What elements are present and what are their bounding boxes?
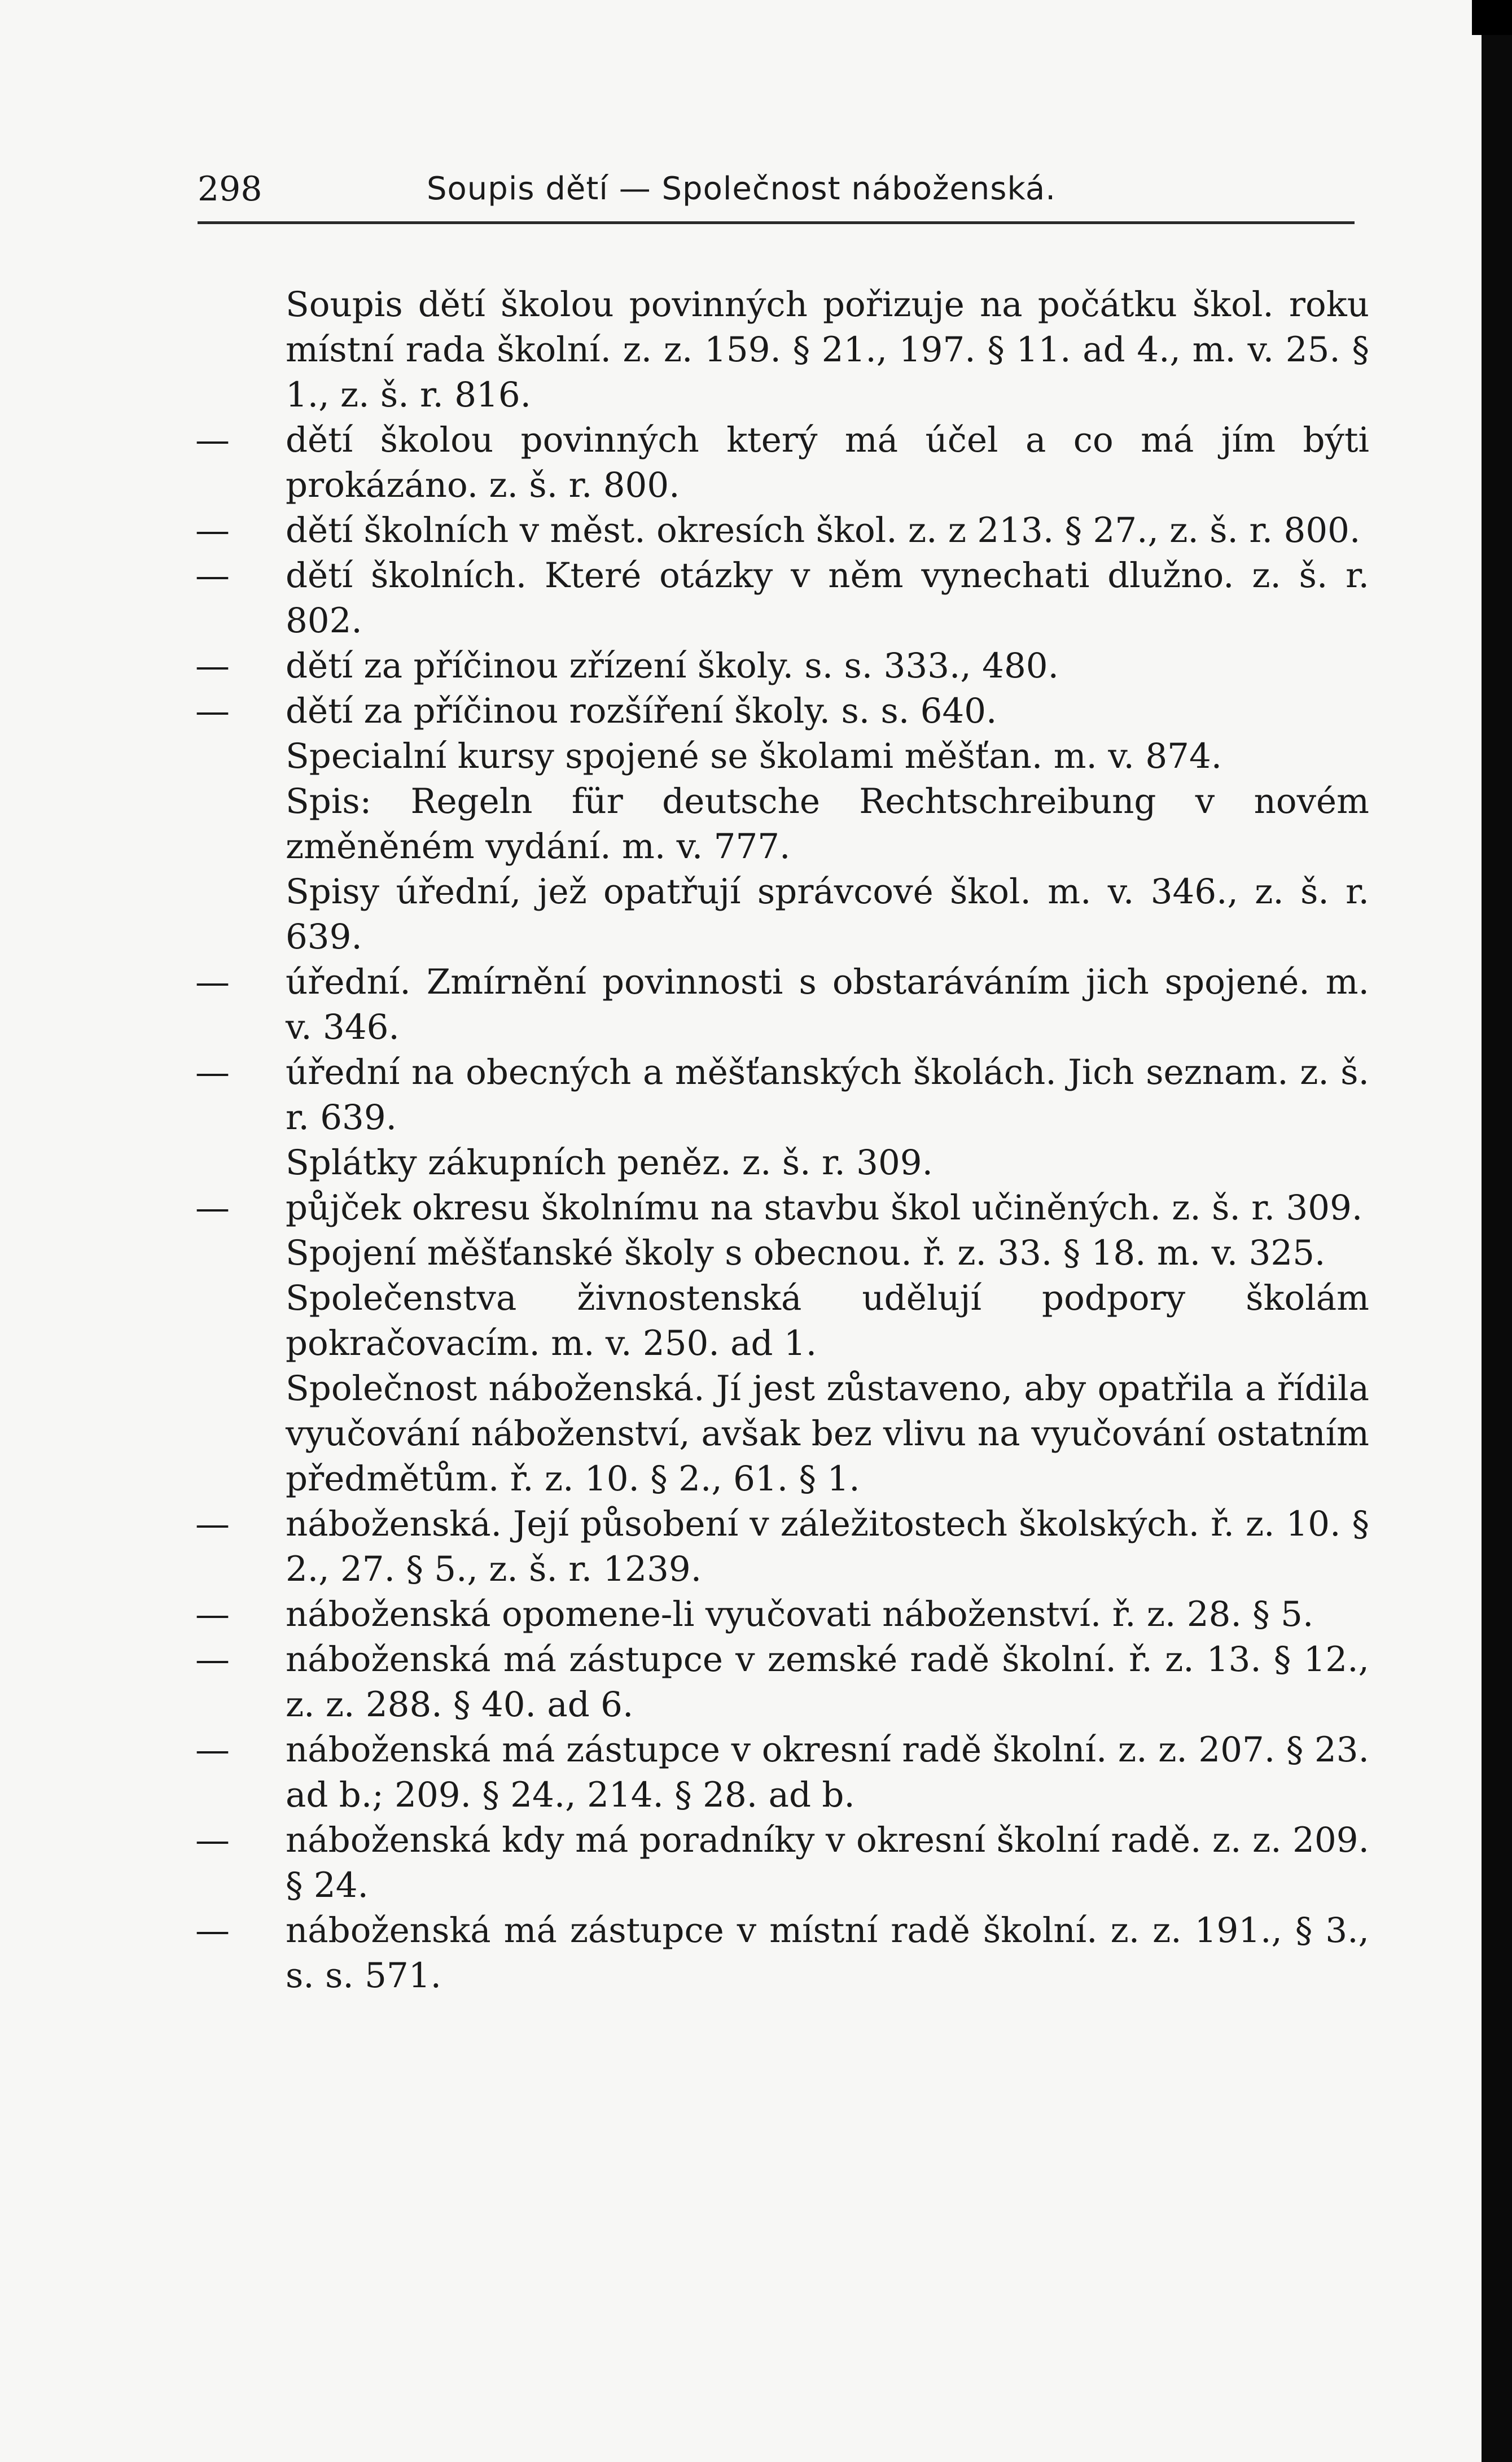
index-entry	[195, 1818, 1369, 1908]
scan-corner-mark	[1472, 0, 1512, 35]
index-entry	[195, 1637, 1369, 1728]
index-entry	[195, 1908, 1369, 1999]
entry-text: úřední na obecných a měšťanských školách. Jich seznam. z. š. r. 639.	[286, 1052, 1369, 1138]
entry-text: Specialní kursy spojené se školami měšťan. m. v. 874.	[286, 736, 1222, 776]
entry-dash: —	[195, 1820, 230, 1860]
index-entry	[195, 734, 1369, 779]
entry-text: půjček okresu školnímu na stavbu škol učiněných. z. š. r. 309.	[286, 1188, 1363, 1228]
running-title: Soupis dětí — Společnost náboženská.	[427, 170, 1057, 207]
scan-edge	[1482, 0, 1512, 2462]
entry-dash: —	[195, 691, 230, 731]
index-entry	[195, 1186, 1369, 1231]
index-entry	[195, 869, 1369, 960]
entry-dash: —	[195, 1504, 230, 1544]
entry-text: Společenstva živnostenská udělují podpory školám pokračovacím. m. v. 250. ad 1.	[286, 1278, 1369, 1363]
entry-text: náboženská kdy má poradníky v okresní školní radě. z. z. 209. § 24.	[286, 1820, 1369, 1905]
entry-text: Spisy úřední, jež opatřují správcové škol. m. v. 346., z. š. r. 639.	[286, 872, 1369, 957]
index-entry	[195, 1231, 1369, 1276]
entry-dash: —	[195, 1910, 230, 1951]
entry-text: dětí školních. Které otázky v něm vynechati dlužno. z. š. r. 802.	[286, 556, 1369, 641]
entry-text: Splátky zákupních peněz. z. š. r. 309.	[286, 1143, 933, 1183]
entry-text: dětí za příčinou rozšíření školy. s. s. 640.	[286, 691, 997, 731]
entry-text: náboženská má zástupce v zemské radě školní. ř. z. 13. § 12., z. z. 288. § 40. ad 6.	[286, 1639, 1369, 1725]
entry-text: úřední. Zmírnění povinnosti s obstaráváním jich spojené. m. v. 346.	[286, 962, 1369, 1047]
index-entry	[195, 1140, 1369, 1186]
entry-text: dětí školních v měst. okresích škol. z. z 213. § 27., z. š. r. 800.	[286, 510, 1361, 550]
entry-dash: —	[195, 1052, 230, 1092]
header-rule	[198, 221, 1355, 224]
index-entry	[195, 1276, 1369, 1366]
index-entry	[195, 1592, 1369, 1637]
index-entry	[195, 689, 1369, 734]
index-entry	[195, 1050, 1369, 1140]
entry-dash: —	[195, 962, 230, 1002]
entry-text: náboženská opomene-li vyučovati náboženství. ř. z. 28. § 5.	[286, 1594, 1314, 1634]
entry-dash: —	[195, 1594, 230, 1634]
index-entry	[195, 1366, 1369, 1502]
entry-text: dětí školou povinných který má účel a co má jím býti prokázáno. z. š. r. 800.	[286, 420, 1369, 505]
index-entry	[195, 1728, 1369, 1818]
index-entries	[195, 282, 1369, 1999]
entry-text: Spis: Regeln für deutsche Rechtschreibung v novém změněném vydání. m. v. 777.	[286, 781, 1369, 867]
entry-text: Spojení měšťanské školy s obecnou. ř. z. 33. § 18. m. v. 325.	[286, 1233, 1326, 1273]
running-head	[198, 164, 1355, 215]
index-entry	[195, 779, 1369, 869]
index-entry	[195, 960, 1369, 1050]
entry-dash: —	[195, 420, 230, 460]
entry-text: dětí za příčinou zřízení školy. s. s. 333., 480.	[286, 646, 1059, 686]
entry-dash: —	[195, 556, 230, 596]
page-number: 298	[198, 169, 262, 209]
index-entry	[195, 508, 1369, 553]
entry-text: náboženská má zástupce v místní radě školní. z. z. 191., § 3., s. s. 571.	[286, 1910, 1369, 1996]
index-entry	[195, 282, 1369, 418]
entry-dash: —	[195, 1639, 230, 1680]
index-entry	[195, 418, 1369, 508]
entry-text: náboženská. Její působení v záležitostech školských. ř. z. 10. § 2., 27. § 5., z. š. r. 1239.	[286, 1504, 1369, 1589]
entry-text: náboženská má zástupce v okresní radě školní. z. z. 207. § 23. ad b.; 209. § 24., 214. § 28. ad b.	[286, 1730, 1369, 1815]
index-entry	[195, 1502, 1369, 1592]
entry-text: Soupis dětí školou povinných pořizuje na počátku škol. roku místní rada školní. z. z. 159. § 21., 197. § 11. ad 4., m. v. 25. § 1., z. š. r. 816.	[286, 285, 1369, 415]
entry-dash: —	[195, 510, 230, 550]
entry-dash: —	[195, 646, 230, 686]
entry-dash: —	[195, 1730, 230, 1770]
entry-dash: —	[195, 1188, 230, 1228]
entry-text: Společnost náboženská. Jí jest zůstaveno, aby opatřila a řídila vyučování náboženství, avšak bez vlivu na vyučování ostatním předmětům. ř. z. 10. § 2., 61. § 1.	[286, 1368, 1369, 1499]
index-entry	[195, 644, 1369, 689]
index-entry	[195, 553, 1369, 644]
